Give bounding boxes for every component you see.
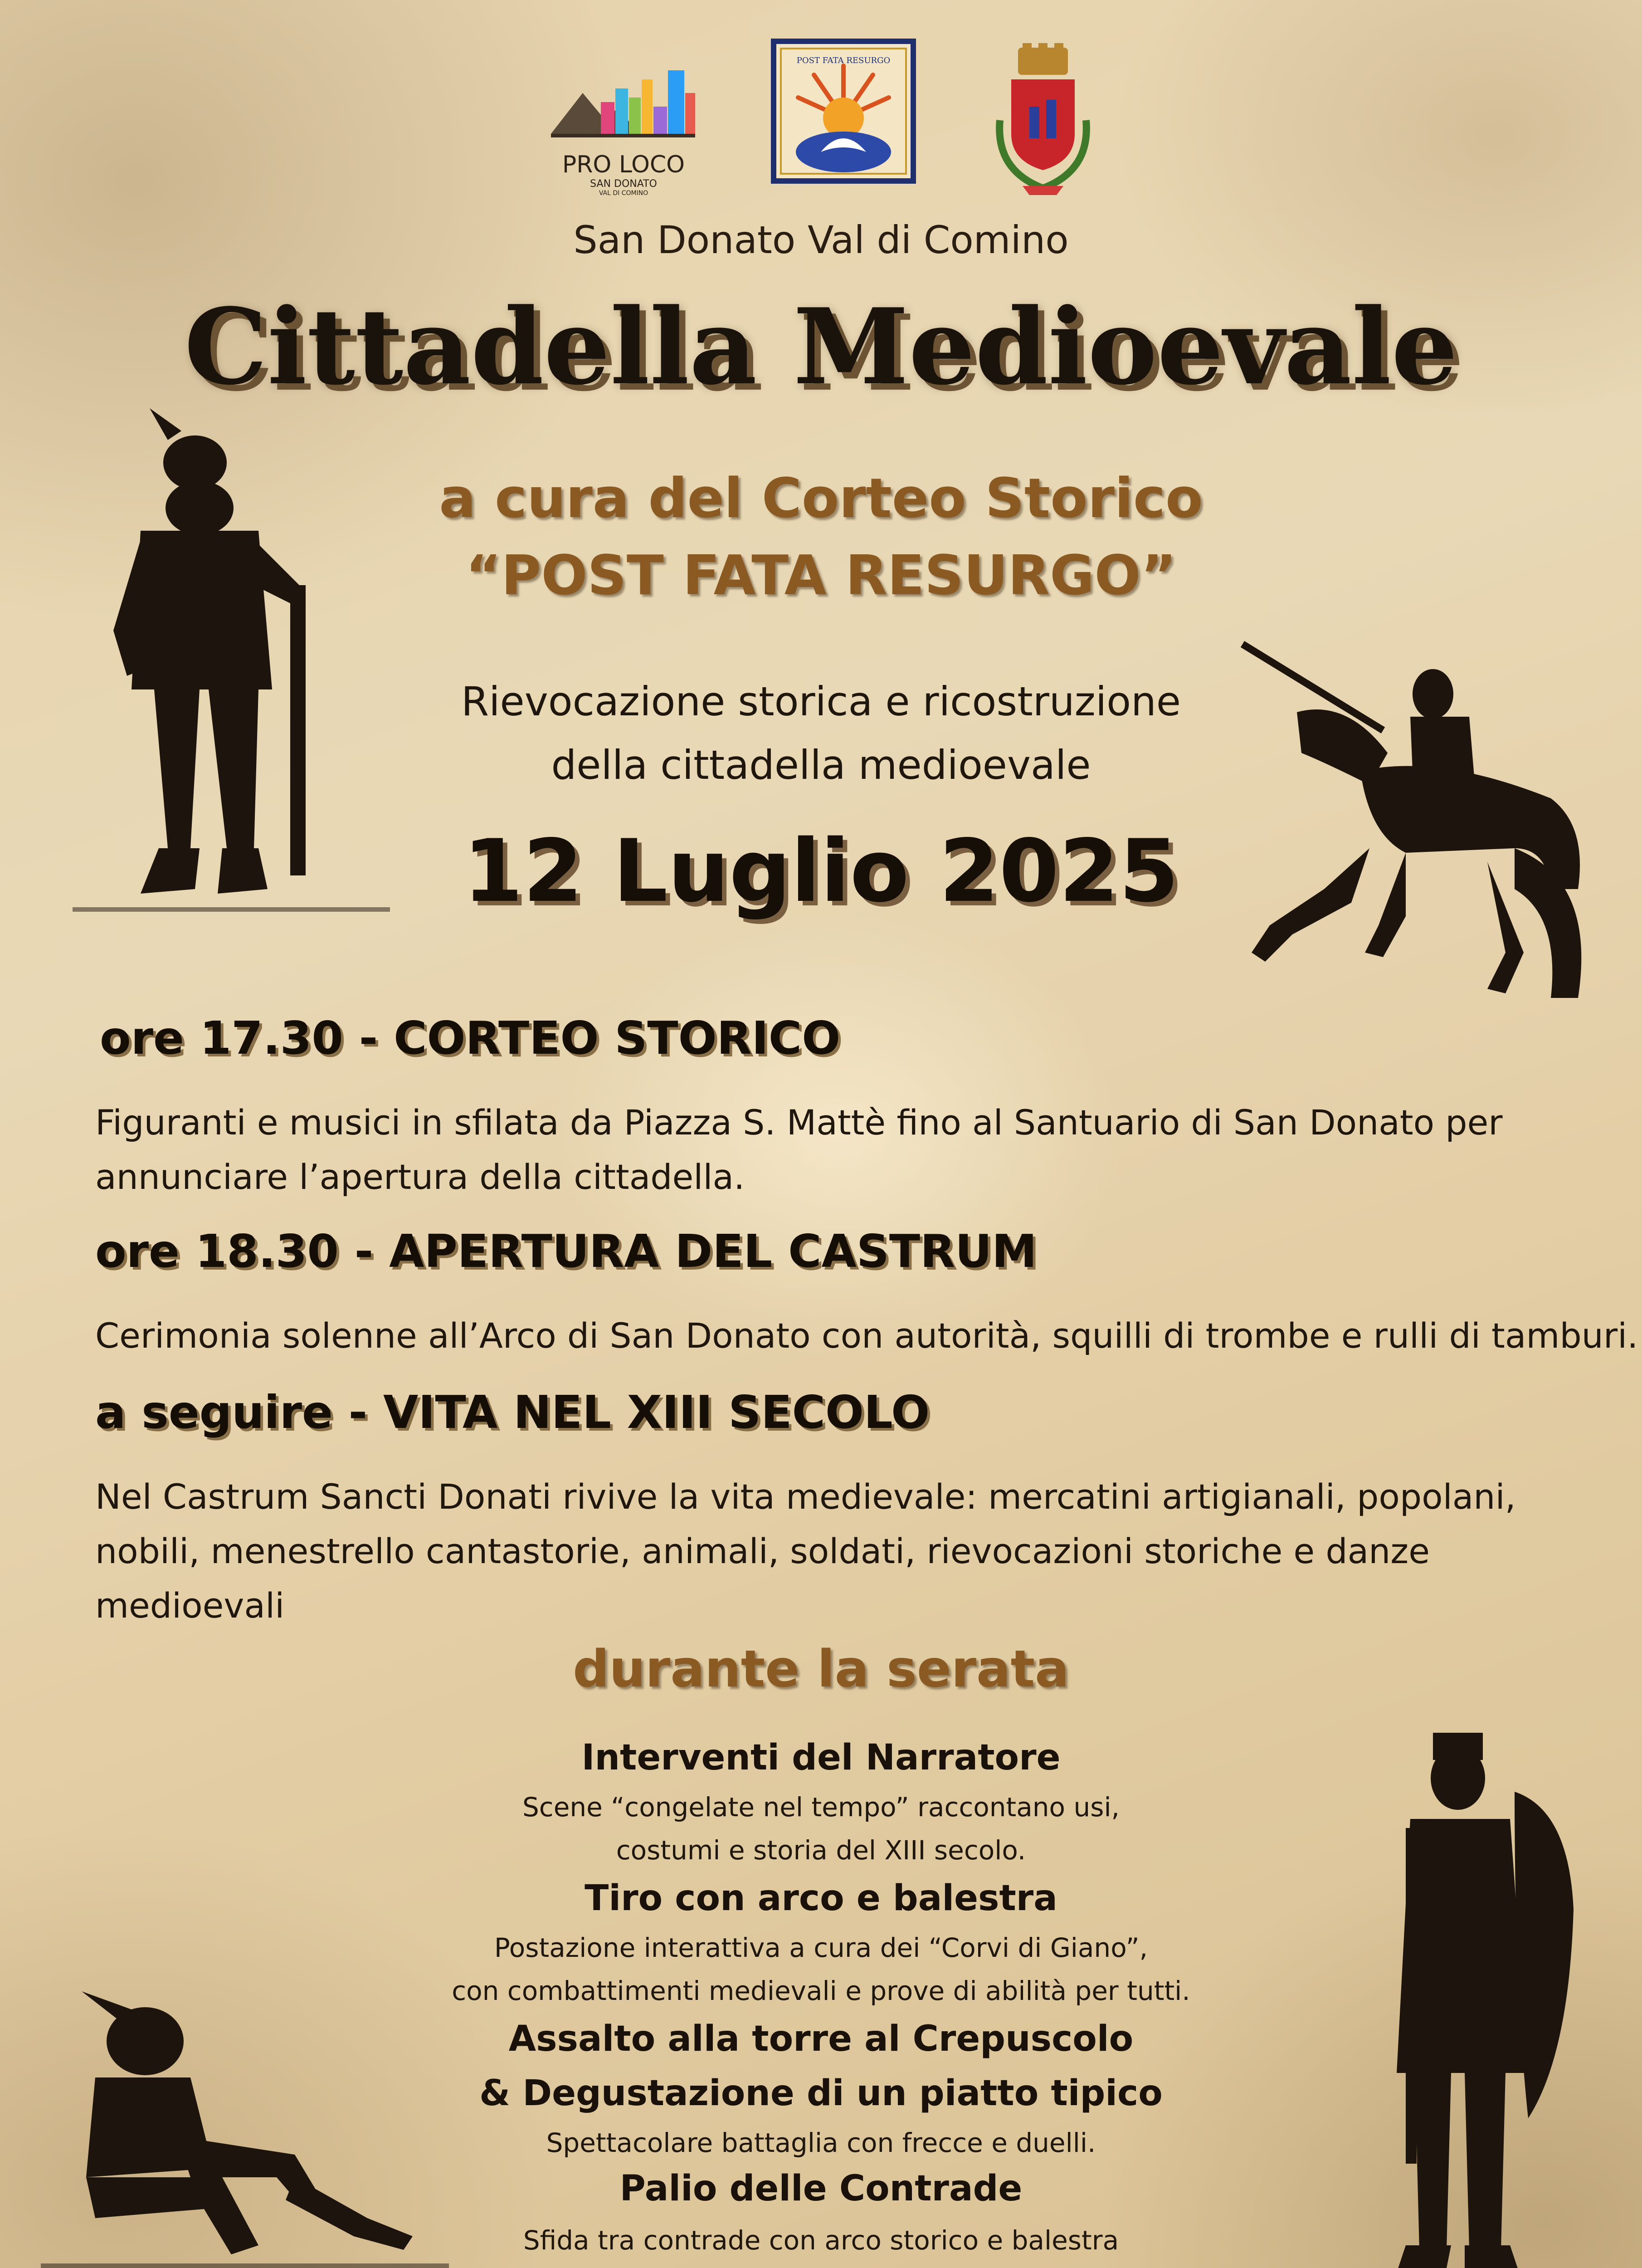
event-text-1b: costumi e storia del XIII secolo. bbox=[616, 1835, 1026, 1866]
description-line-2: della cittadella medioevale bbox=[551, 742, 1091, 788]
program-heading-1: ore 17.30 - CORTEO STORICO bbox=[100, 1012, 841, 1065]
organizer-motto: “POST FATA RESURGO” bbox=[465, 544, 1177, 607]
corteo-emblem bbox=[771, 39, 916, 184]
event-date: 12 Luglio 2025 bbox=[463, 821, 1179, 921]
armored-soldier-icon bbox=[63, 395, 390, 966]
knight-on-horse-icon bbox=[1233, 635, 1605, 1016]
event-text-3a: Spettacolare battaglia con frecce e duelli. bbox=[546, 2127, 1096, 2158]
during-title: durante la serata bbox=[573, 1640, 1069, 1699]
pro-loco-sub: VAL DI COMINO bbox=[599, 190, 648, 197]
pro-loco-mark-icon bbox=[546, 61, 701, 152]
page-title: Cittadella Medioevale bbox=[184, 286, 1458, 408]
program-body-2: Cerimonia solenne all’Arco di San Donato con autorità, squilli di trombe e rulli di tamburi. bbox=[95, 1315, 1638, 1356]
program-body-1: Figuranti e musici in sfilata da Piazza S. Mattè fino al Santuario di San Donato per annunciare l’apertura della cittadella. bbox=[95, 1102, 1503, 1197]
town-crest-icon bbox=[986, 43, 1100, 202]
program-body-3: Nel Castrum Sancti Donati rivive la vita medievale: mercatini artigianali, popolani, nobili, menestrello cantastorie, animali, soldati, rievocazioni storiche e danze medioevali bbox=[95, 1476, 1516, 1626]
event-title-4: Palio delle Contrade bbox=[619, 2168, 1023, 2209]
corteo-emblem-motto: POST FATA RESURGO bbox=[796, 56, 891, 65]
pro-loco-place: SAN DONATO bbox=[590, 178, 657, 190]
event-text-2b: con combattimenti medievali e prove di abilità per tutti. bbox=[452, 1975, 1190, 2006]
event-title-3: Assalto alla torre al Crepuscolo bbox=[508, 2019, 1134, 2059]
event-title-1: Interventi del Narratore bbox=[581, 1737, 1061, 1778]
standing-knight-icon bbox=[1379, 1719, 1605, 2268]
event-title-2: Tiro con arco e balestra bbox=[585, 1878, 1057, 1919]
pro-loco-logo bbox=[546, 61, 701, 197]
town-name: San Donato Val di Comino bbox=[573, 218, 1069, 262]
resting-soldier-icon bbox=[41, 1964, 449, 2268]
description-line-1: Rievocazione storica e ricostruzione bbox=[461, 678, 1181, 725]
pro-loco-name: PRO LOCO bbox=[562, 151, 685, 178]
event-text-2a: Postazione interattiva a cura dei “Corvi di Giano”, bbox=[494, 1932, 1148, 1963]
event-text-4a: Sfida tra contrade con arco storico e balestra bbox=[523, 2225, 1119, 2256]
program-heading-3: a seguire - VITA NEL XIII SECOLO bbox=[95, 1386, 930, 1439]
comune-crest bbox=[986, 43, 1100, 202]
event-title-3b: & Degustazione di un piatto tipico bbox=[479, 2073, 1163, 2114]
program-heading-2: ore 18.30 - APERTURA DEL CASTRUM bbox=[95, 1225, 1037, 1278]
event-text-1a: Scene “congelate nel tempo” raccontano usi, bbox=[522, 1792, 1120, 1823]
organizer-line: a cura del Corteo Storico bbox=[439, 467, 1203, 530]
